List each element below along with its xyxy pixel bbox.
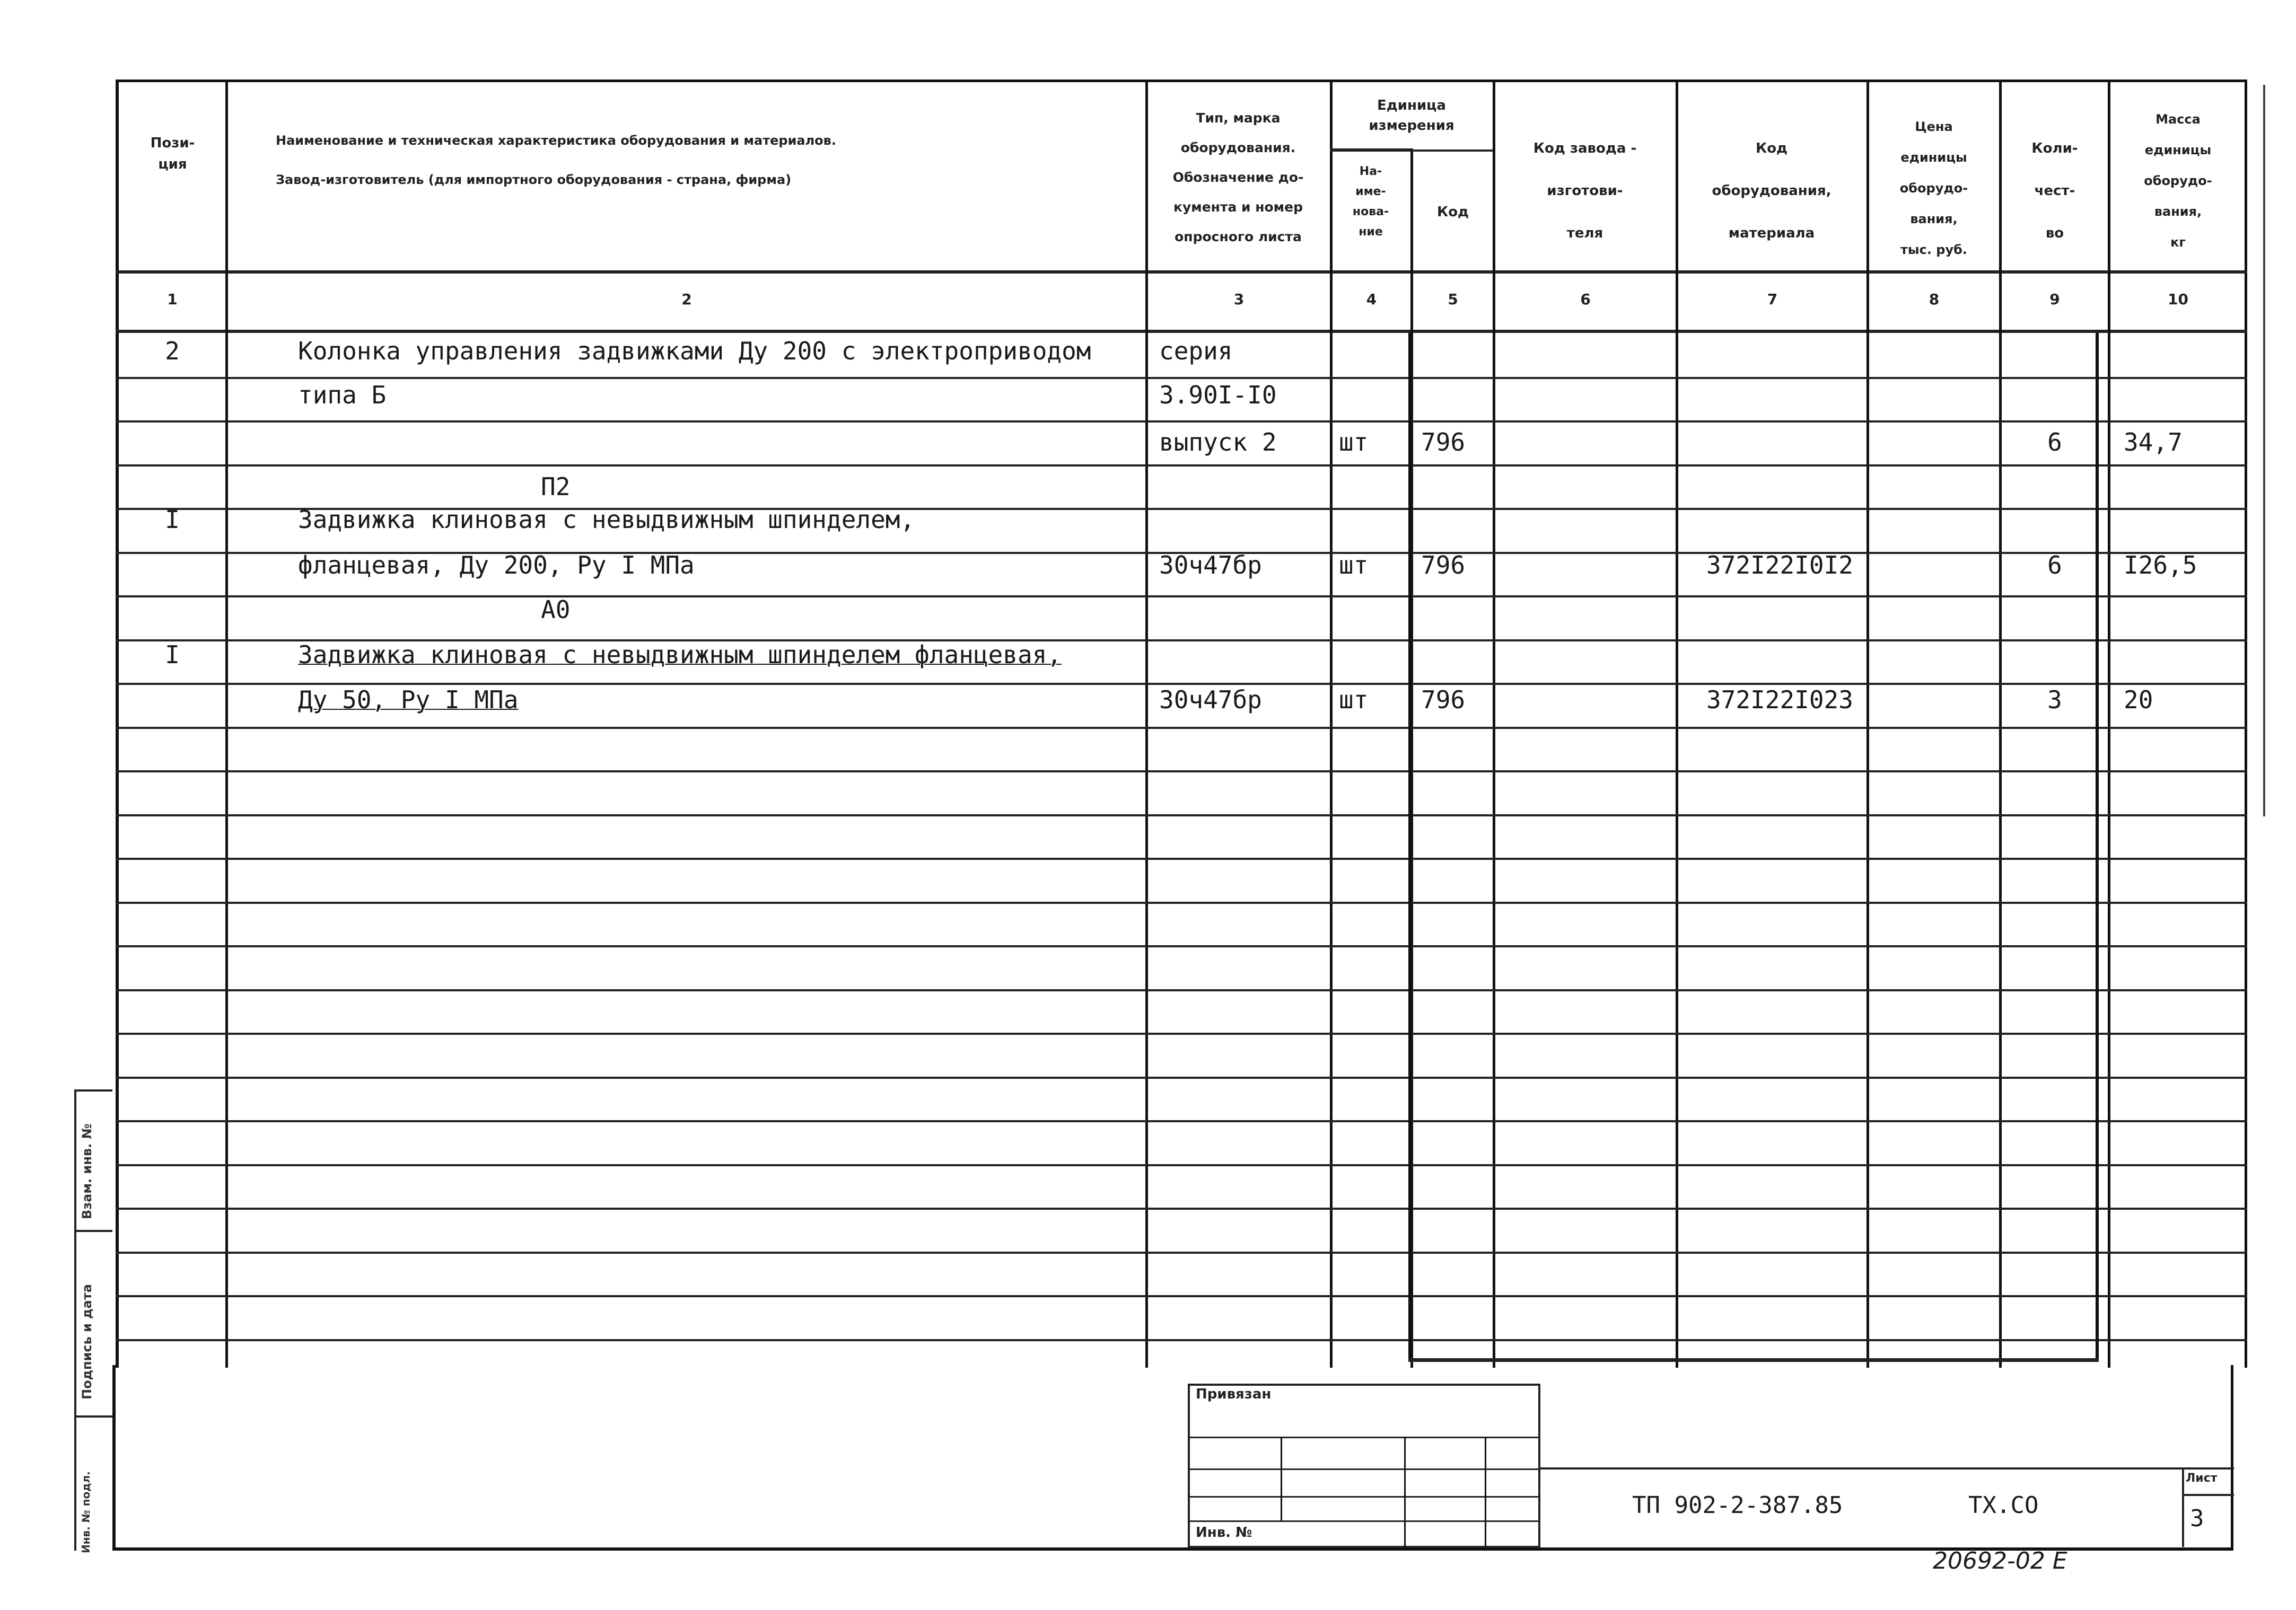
sheet-number: 3: [2190, 1505, 2204, 1532]
inv-label: Инв. №: [1196, 1525, 1252, 1541]
row-2-type: 3.90I-I0: [1159, 381, 1277, 409]
header-equip-line2: оборудования,: [1712, 183, 1831, 199]
row-1-name: Колонка управления задвижками Ду 200 с электроприводом: [298, 337, 1091, 365]
row-9-mass: 20: [2124, 685, 2153, 714]
row-divider: [116, 1077, 2247, 1079]
header-type-line1: Тип, марка: [1196, 110, 1281, 126]
header-mass-line2: единицы: [2144, 143, 2212, 157]
header-price-line5: тыс. руб.: [1900, 242, 1967, 257]
header-price: [1869, 111, 1999, 265]
header-unit-name-line2: име-: [1355, 185, 1386, 198]
header-equipment-code: [1678, 127, 1865, 254]
row-3-code: 796: [1421, 428, 1466, 456]
row-7-name: А0: [541, 595, 571, 624]
header-type: [1148, 103, 1328, 252]
header-factory-code: [1495, 127, 1675, 254]
row-divider: [116, 464, 2247, 467]
header-qty-line1: Коли-: [2031, 140, 2078, 156]
colnum-3: 3: [1233, 291, 1245, 308]
row-divider: [116, 1252, 2247, 1254]
row-3-qty: 6: [2047, 428, 2062, 456]
colnum-9: 9: [2049, 291, 2060, 308]
colnum-2: 2: [681, 291, 692, 308]
header-position-line2: ция: [158, 156, 187, 172]
colnum-5: 5: [1448, 291, 1458, 308]
colnum-1: 1: [167, 291, 178, 308]
row-6-name: фланцевая, Ду 200, Ру I МПа: [298, 551, 695, 579]
row-4-name: П2: [541, 472, 571, 501]
header-unit-name-line4: ние: [1359, 225, 1383, 239]
header-factory-line1: Код завода -: [1533, 140, 1637, 156]
row-divider: [116, 1120, 2247, 1122]
row-2-name: типа Б: [298, 381, 387, 409]
header-qty-line3: во: [2045, 225, 2064, 241]
header-name: [276, 130, 1124, 190]
colnum-10: 10: [2168, 291, 2188, 308]
side-label-signature-date: Подпись и дата: [80, 1284, 94, 1400]
header-price-line1: Цена: [1915, 119, 1953, 134]
header-mass-line4: вания,: [2154, 204, 2202, 219]
row-3-unit: шт: [1339, 428, 1369, 456]
header-price-line2: единицы: [1900, 150, 1967, 165]
header-qty-line2: чест-: [2034, 183, 2075, 199]
sheet-label: Лист: [2186, 1472, 2218, 1485]
header-unit-name-line3: нова-: [1352, 205, 1389, 218]
header-type-line5: опросного листа: [1175, 229, 1302, 244]
archive-number: 20692-02 Е: [1933, 1547, 2067, 1574]
row-3-mass: 34,7: [2124, 428, 2183, 456]
row-6-mass: I26,5: [2124, 551, 2197, 579]
colnum-6: 6: [1580, 291, 1591, 308]
row-6-unit: шт: [1339, 551, 1369, 579]
header-type-line4: кумента и номер: [1173, 199, 1303, 215]
bottom-frame: [112, 1365, 2233, 1551]
row-9-qty: 3: [2047, 685, 2062, 714]
row-5-pos: I: [165, 505, 180, 534]
row-3-type: выпуск 2: [1159, 428, 1277, 456]
header-position: [121, 133, 224, 175]
header-name-line1: Наименование и техническая характеристика оборудования и материалов.: [276, 133, 836, 148]
row-8-pos: I: [165, 640, 180, 669]
sheet-code: ТХ.СО: [1968, 1492, 2039, 1519]
doc-code: ТП 902-2-387.85: [1632, 1492, 1843, 1519]
row-6-type: 30ч47бр: [1159, 551, 1262, 579]
row-9-unit: шт: [1339, 685, 1369, 714]
row-1-type: серия: [1159, 337, 1233, 365]
colnum-7: 7: [1767, 291, 1778, 308]
row-divider: [116, 1295, 2247, 1297]
row-divider: [116, 1339, 2247, 1341]
colnum-8: 8: [1929, 291, 1940, 308]
row-9-type: 30ч47бр: [1159, 685, 1262, 714]
row-divider: [116, 814, 2247, 816]
header-equip-line1: Код: [1755, 140, 1788, 156]
row-divider: [116, 1164, 2247, 1166]
row-divider: [116, 420, 2247, 423]
row-divider: [116, 902, 2247, 904]
header-factory-line2: изготови-: [1547, 183, 1623, 199]
row-divider: [116, 1033, 2247, 1035]
side-label-inv-original: Инв. № подл.: [80, 1471, 92, 1553]
header-price-line3: оборудо-: [1899, 181, 1968, 196]
row-divider: [116, 770, 2247, 772]
row-9-code: 796: [1421, 685, 1466, 714]
row-divider: [116, 595, 2247, 597]
header-mass-line3: оборудо-: [2144, 173, 2212, 188]
header-unit-name-line1: На-: [1359, 165, 1382, 178]
row-6-equip: 372I22I0I2: [1706, 551, 1853, 579]
row-9-equip: 372I22I023: [1706, 685, 1853, 714]
header-position-line1: Пози-: [150, 135, 195, 151]
header-type-line2: оборудования.: [1180, 140, 1296, 155]
row-6-qty: 6: [2047, 551, 2062, 579]
header-mass: [2110, 104, 2246, 258]
row-8-name: Задвижка клиновая с невыдвижным шпинделем фланцевая,: [298, 640, 1062, 669]
header-unit-line2: измерения: [1369, 118, 1454, 134]
header-unit-name: [1332, 162, 1409, 242]
row-divider: [116, 858, 2247, 860]
row-1-pos: 2: [165, 337, 180, 365]
row-6-code: 796: [1421, 551, 1466, 579]
header-factory-line3: теля: [1566, 225, 1603, 241]
header-type-line3: Обозначение до-: [1172, 170, 1304, 185]
row-divider: [116, 727, 2247, 729]
header-mass-line1: Масса: [2155, 112, 2201, 127]
bound-stamp-box: [1188, 1384, 1540, 1548]
header-unit-code: Код: [1436, 204, 1469, 220]
row-9-name: Ду 50, Ру I МПа: [298, 685, 519, 714]
header-unit-group: [1332, 95, 1491, 136]
header-price-line4: вания,: [1910, 212, 1958, 226]
row-5-name: Задвижка клиновая с невыдвижным шпинделем,: [298, 505, 915, 534]
header-mass-line5: кг: [2170, 235, 2186, 250]
header-unit-line1: Единица: [1377, 98, 1446, 113]
bound-label: Привязан: [1196, 1386, 1272, 1402]
side-label-replace-inv: Взам. инв. №: [80, 1123, 94, 1219]
header-name-line2: Завод-изготовитель (для импортного оборудования - страна, фирма): [276, 172, 792, 187]
row-divider: [116, 1208, 2247, 1210]
colnum-4: 4: [1366, 291, 1377, 308]
row-divider: [116, 989, 2247, 991]
header-quantity: [2002, 127, 2108, 254]
row-divider: [116, 945, 2247, 947]
header-equip-line3: материала: [1728, 225, 1815, 241]
